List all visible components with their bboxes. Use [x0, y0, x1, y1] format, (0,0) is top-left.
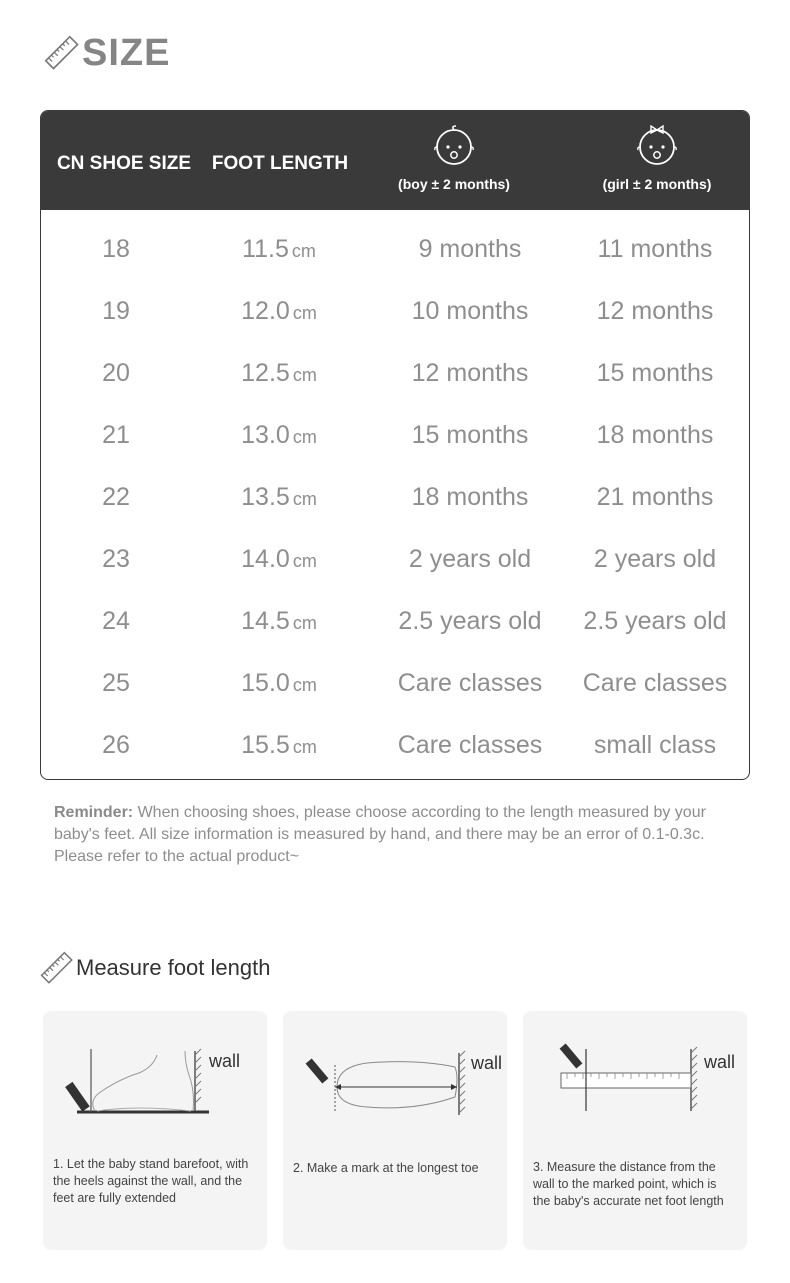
wall-label: wall	[209, 1051, 241, 1071]
cell-length-unit: cm	[292, 551, 317, 571]
header-shoe-size: CN SHOE SIZE	[56, 153, 192, 174]
cell-girl: 2 years old	[593, 545, 717, 573]
table-row	[41, 652, 749, 714]
header-foot-length: FOOT LENGTH	[211, 153, 349, 174]
cell-size: 24	[102, 607, 130, 635]
header-girl: (girl ± 2 months)	[602, 176, 712, 192]
cell-length-unit: cm	[292, 737, 317, 757]
reminder-body: When choosing shoes, please choose according to the length measured by your baby's feet. All size information is measured by hand, and there may be an error of 0.1-0.3c. Please refer to the actual product~	[54, 804, 706, 865]
table-row	[41, 590, 749, 652]
cell-length	[191, 466, 367, 528]
step-card-2	[283, 1011, 507, 1250]
cell-girl: 21 months	[596, 483, 714, 511]
cell-length	[191, 342, 367, 404]
cell-boy: Care classes	[397, 669, 543, 697]
cell-girl: small class	[593, 731, 717, 759]
table-header	[41, 111, 749, 210]
cell-length-unit: cm	[292, 427, 317, 447]
table-row	[41, 404, 749, 466]
cell-boy: 2 years old	[408, 545, 532, 573]
cell-size: 23	[102, 545, 130, 573]
cell-length	[191, 652, 367, 714]
cell-girl: 18 months	[596, 421, 714, 449]
measure-title: Measure foot length	[76, 955, 271, 980]
cell-girl: 2.5 years old	[583, 607, 727, 635]
step3-illustration	[523, 1011, 747, 1141]
cell-length-value: 15.0	[241, 669, 290, 697]
cell-length-unit: cm	[292, 675, 317, 695]
cell-size: 20	[102, 359, 130, 387]
step2-illustration	[283, 1011, 507, 1141]
ruler-icon	[44, 35, 80, 71]
cell-size: 26	[102, 731, 130, 759]
reminder-label: Reminder:	[54, 804, 134, 821]
cell-length-value: 14.5	[241, 607, 290, 635]
cell-length-unit: cm	[291, 241, 316, 261]
step-card-3	[523, 1011, 747, 1250]
cell-length-value: 14.0	[241, 545, 290, 573]
table-row	[41, 342, 749, 404]
cell-size: 22	[102, 483, 130, 511]
cell-length-unit: cm	[292, 489, 317, 509]
cell-length-value: 12.0	[241, 297, 290, 325]
cell-length-unit: cm	[292, 613, 317, 633]
cell-boy: 10 months	[411, 297, 529, 325]
cell-length-value: 13.5	[241, 483, 290, 511]
cell-length	[191, 280, 367, 342]
size-table	[40, 110, 750, 780]
cell-size: 25	[102, 669, 130, 697]
table-row	[41, 280, 749, 342]
cell-length	[191, 528, 367, 590]
cell-length-unit: cm	[292, 303, 317, 323]
cell-boy: 9 months	[418, 235, 522, 263]
size-title: SIZE	[82, 31, 171, 74]
cell-length-value: 11.5	[242, 235, 289, 263]
cell-size: 21	[102, 421, 130, 449]
cell-size: 18	[102, 235, 130, 263]
step2-caption: 2. Make a mark at the longest toe	[293, 1161, 479, 1175]
cell-length-value: 13.0	[241, 421, 290, 449]
cell-length	[191, 404, 367, 466]
size-section-header	[44, 30, 170, 76]
cell-girl: Care classes	[582, 669, 728, 697]
cell-girl: 11 months	[597, 235, 713, 263]
cell-boy: 2.5 years old	[398, 607, 542, 635]
cell-length	[191, 714, 367, 776]
cell-length-unit: cm	[292, 365, 317, 385]
cell-length	[191, 218, 367, 280]
cell-boy: 15 months	[411, 421, 529, 449]
step3-caption: 3. Measure the distance from the wall to the marked point, which is the baby's accurate net foot length	[533, 1160, 724, 1208]
step-card-1	[43, 1011, 267, 1250]
baby-girl-icon	[635, 125, 679, 167]
header-boy: (boy ± 2 months)	[398, 176, 510, 192]
cell-length-value: 12.5	[241, 359, 290, 387]
reminder-text	[54, 802, 744, 868]
table-row	[41, 218, 749, 280]
step1-illustration	[43, 1011, 267, 1141]
cell-length	[191, 590, 367, 652]
table-row	[41, 714, 749, 776]
wall-label: wall	[471, 1053, 503, 1073]
cell-boy: Care classes	[397, 731, 543, 759]
wall-label: wall	[704, 1052, 736, 1072]
cell-size: 19	[102, 297, 130, 325]
baby-boy-icon	[433, 125, 475, 167]
cell-girl: 12 months	[596, 297, 714, 325]
cell-boy: 18 months	[411, 483, 529, 511]
table-row	[41, 466, 749, 528]
measure-section-header	[40, 950, 270, 986]
ruler-icon	[40, 951, 74, 985]
cell-boy: 12 months	[411, 359, 529, 387]
cell-length-value: 15.5	[241, 731, 290, 759]
step1-caption: 1. Let the baby stand barefoot, with the heels against the wall, and the feet are fully extended	[53, 1157, 249, 1205]
cell-girl: 15 months	[596, 359, 714, 387]
table-row	[41, 528, 749, 590]
